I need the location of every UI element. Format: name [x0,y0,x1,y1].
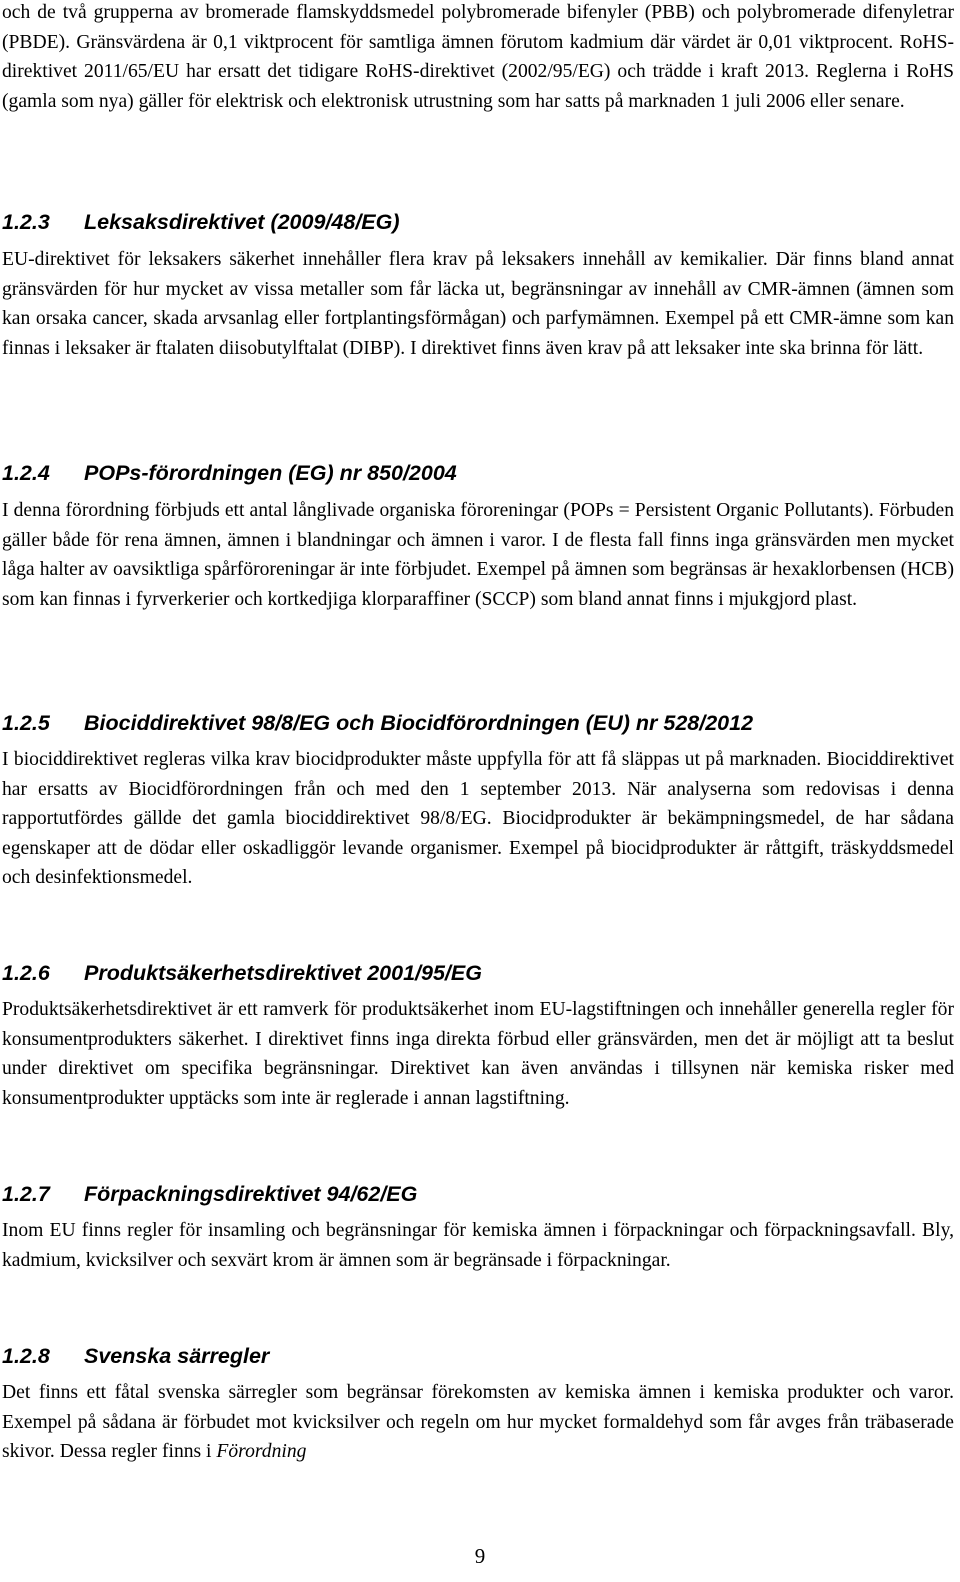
section-title: Svenska särregler [84,1344,270,1368]
section-body-1-2-6: Produktsäkerhetsdirektivet är ett ramverk för produktsäkerhet inom EU-lagstiftningen och innehåller generella regler för konsumentprodukters säkerhet. I direktivet finns inga direkta förbud eller gränsvärden, men det är möjligt att ta beslut under direktivet om specifika begränsningar. Direktivet kan även användas i tillsynen när kemiska risker med konsumentprodukter upptäcks som inte är reglerade i annan lagstiftning. [2,999,954,1109]
section-number: 1.2.7 [2,1182,50,1206]
intro-paragraph: och de två grupperna av bromerade flamskyddsmedel polybromerade bifenyler (PBB) och polybromerade difenyletrar (PBDE). Gränsvärdena är 0,1 viktprocent för samtliga ämnen förutom kadmium där värdet är 0,01 viktprocent. RoHS- direktivet 2011/65/EU har ersatt det tidigare RoHS-direktivet (2002/95/EG) och trädde i kraft 2013. Reglerna i RoHS (gamla som nya) gäller för elektrisk och elektronisk utrustning som har satts på marknaden 1 juli 2006 eller senare. [2,2,954,112]
section-body-1-2-8 [2,1378,954,1467]
section-title: Produktsäkerhetsdirektivet 2001/95/EG [84,961,482,985]
section-title: POPs-förordningen (EG) nr 850/2004 [84,461,457,485]
section-number: 1.2.4 [2,461,50,485]
section-heading-1-2-8 [2,1342,954,1370]
section-body-1-2-3: EU-direktivet för leksakers säkerhet innehåller flera krav på leksakers innehåll av kemikalier. Där finns bland annat gränsvärden för hur mycket av vissa metaller som får läcka ut, begränsningar av innehåll av CMR-ämnen (ämnen som kan orsaka cancer, skada arvsanlag eller fortplantingsförmågan) och parfymämnen. Exempel på ett CMR-ämne som kan finnas i leksaker är ftalaten diisobutylftalat (DIBP). I direktivet finns även krav på att leksaker inte ska brinna för lätt. [2,249,954,359]
section-heading-1-2-4 [2,459,954,487]
section-heading-1-2-5 [2,709,954,737]
section-body-1-2-7: Inom EU finns regler för insamling och begränsningar för kemiska ämnen i förpackningar och förpackningsavfall. Bly, kadmium, kvicksilver och sexvärt krom är ämnen som är begränsade i förpackningar. [2,1220,954,1271]
section-body-italic-tail: Förordning [216,1441,307,1463]
section-body-1-2-4: I denna förordning förbjuds ett antal långlivade organiska föroreningar (POPs = Persistent Organic Pollutants). Förbuden gäller både för rena ämnen, ämnen i blandningar och ämnen i varor. I de flesta fall finns inga gränsvärden men mycket låga halter av oavsiktliga spårföroreningar är inte förbjudet. Exempel på ämnen som begränsas är hexaklorbensen (HCB) som kan finnas i fyrverkerier och kortkedjiga klorparaffiner (SCCP) som bland annat finns i mjukgjord plast. [2,500,954,610]
section-title: Biociddirektivet 98/8/EG och Biocidförordningen (EU) nr 528/2012 [84,711,754,735]
section-number: 1.2.8 [2,1344,50,1368]
section-heading-1-2-6 [2,959,954,987]
section-body-1-2-5: I biociddirektivet regleras vilka krav biocidprodukter måste uppfylla för att få släppas ut på marknaden. Biociddirektivet har ersatts av Biocidförordningen från och med den 1 september 2013. När analyserna som redovisas i denna rapportutfördes gällde det gamla biociddirektivet 98/8/EG. Biocidprodukter är bekämpningsmedel, de har sådana egenskaper att de dödar eller oskadliggör levande organismer. Exempel på biocidprodukter är råttgift, träskyddsmedel och desinfektionsmedel. [2,749,954,889]
section-body-text: Det finns ett fåtal svenska särregler som begränsar förekomsten av kemiska ämnen i kemiska produkter och varor. Exempel på sådana är förbudet mot kvicksilver och regeln om hur mycket formaldehyd som får avges från träbaserade skivor. Dessa regler finns i [2,1382,954,1463]
section-number: 1.2.6 [2,961,50,985]
section-heading-1-2-3 [2,208,954,236]
page-number: 9 [474,1544,486,1568]
section-title: Förpackningsdirektivet 94/62/EG [84,1182,418,1206]
section-heading-1-2-7 [2,1180,954,1208]
section-title: Leksaksdirektivet (2009/48/EG) [84,210,400,234]
section-number: 1.2.3 [2,210,50,234]
section-number: 1.2.5 [2,711,50,735]
